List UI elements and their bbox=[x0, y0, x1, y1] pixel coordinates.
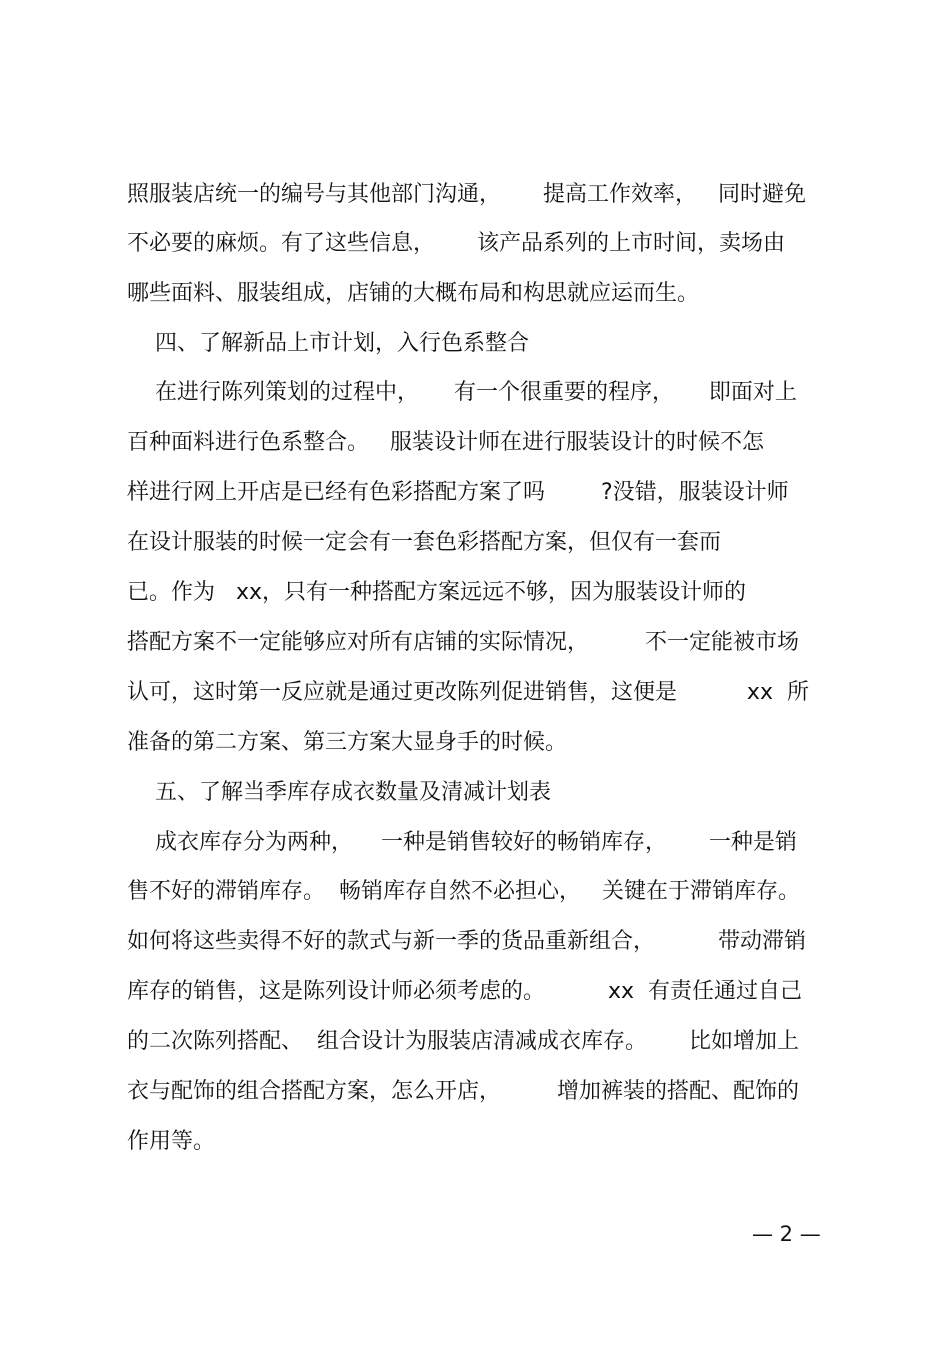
text-line-7: 样进行网上开店是已经有色彩搭配方案了吗 ?没错，服装设计师 bbox=[127, 480, 789, 505]
text-line-1: 照服装店统一的编号与其他部门沟通， 提高工作效率， 同时避免 bbox=[127, 182, 806, 207]
text-line-8: 在设计服装的时候一定会有一套色彩搭配方案，但仅有一套而 bbox=[127, 530, 722, 555]
text-line-10: 搭配方案不一定能够应对所有店铺的实际情况， 不一定能被市场 bbox=[127, 630, 799, 655]
text-line-12: 准备的第二方案、第三方案大显身手的时候。 bbox=[127, 730, 568, 755]
text-line-11: 认可，这时第一反应就是通过更改陈列促进销售，这便是 xx 所 bbox=[127, 680, 809, 705]
text-line-14: 成衣库存分为两种， 一种是销售较好的畅销库存， 一种是销 bbox=[127, 830, 797, 855]
text-line-16: 如何将这些卖得不好的款式与新一季的货品重新组合， 带动滞销 bbox=[127, 929, 806, 954]
text-line-19: 衣与配饰的组合搭配方案，怎么开店， 增加裤装的搭配、配饰的 bbox=[127, 1079, 799, 1104]
text-line-20: 作用等。 bbox=[127, 1129, 216, 1154]
text-line-9: 已。作为 xx，只有一种搭配方案远远不够，因为服装设计师的 bbox=[127, 580, 747, 605]
text-line-6: 百种面料进行色系整合。 服装设计师在进行服装设计的时候不怎 bbox=[127, 430, 764, 455]
text-line-2: 不必要的麻烦。有了这些信息， 该产品系列的上市时间，卖场由 bbox=[127, 231, 785, 256]
text-line-3: 哪些面料、服装组成，店铺的大概布局和构思就应运而生。 bbox=[127, 281, 700, 306]
text-line-15: 售不好的滞销库存。 畅销库存自然不必担心， 关键在于滞销库存。 bbox=[127, 879, 800, 904]
text-line-5: 在进行陈列策划的过程中， 有一个很重要的程序， 即面对上 bbox=[127, 380, 797, 405]
section-heading-5: 五、了解当季库存成衣数量及清减计划表 bbox=[127, 780, 551, 805]
text-line-18: 的二次陈列搭配、 组合设计为服装店清减成衣库存。 比如增加上 bbox=[127, 1029, 799, 1054]
section-heading-4: 四、了解新品上市计划，入行色系整合 bbox=[127, 331, 529, 356]
page-number: — 2 — bbox=[752, 1222, 821, 1246]
text-line-17: 库存的销售，这是陈列设计师必须考虑的。 xx 有责任通过自己 bbox=[127, 979, 802, 1004]
